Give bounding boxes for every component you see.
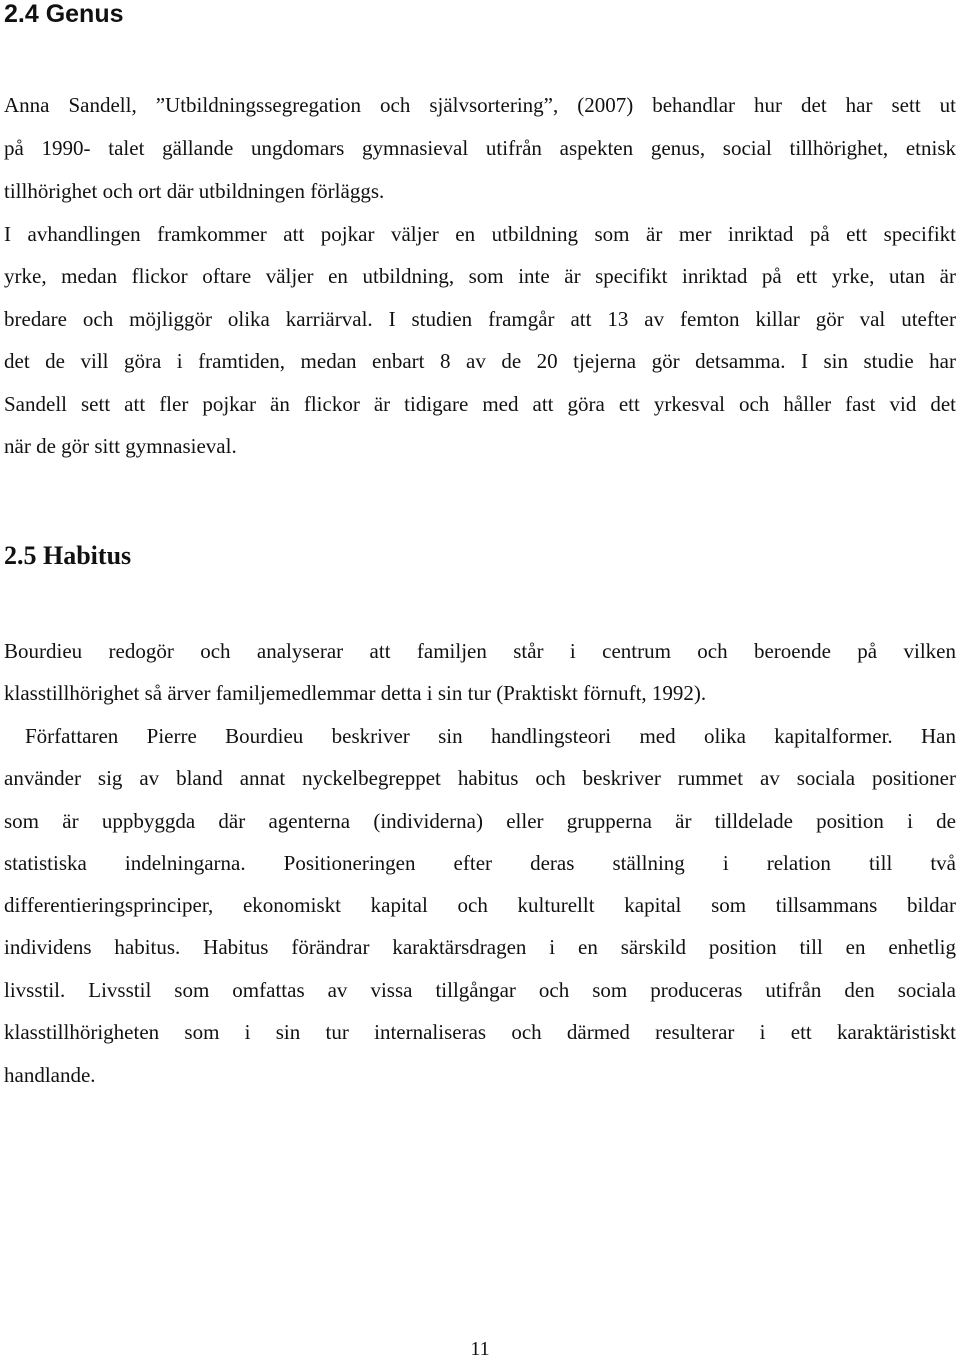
- text-line: klasstillhörigheten som i sin tur internaliseras och därmed resulterar i ett karaktäristiskt: [4, 1020, 956, 1044]
- text-line: tillhörighet och ort där utbildningen förläggs.: [4, 179, 385, 203]
- text-line: I avhandlingen framkommer att pojkar väljer en utbildning som är mer inriktad på ett specifikt: [4, 222, 956, 246]
- text-line: livsstil. Livsstil som omfattas av vissa tillgångar och som produceras utifrån den sociala: [4, 978, 956, 1002]
- text-line: Bourdieu redogör och analyserar att familjen står i centrum och beroende på vilken: [4, 639, 956, 663]
- text-line: det de vill göra i framtiden, medan enbart 8 av de 20 tjejerna gör detsamma. I sin studie har: [4, 349, 956, 373]
- text-line: statistiska indelningarna. Positioneringen efter deras ställning i relation till två: [4, 851, 956, 875]
- text-line: Anna Sandell, ”Utbildningssegregation och självsortering”, (2007) behandlar hur det har sett ut: [4, 93, 956, 117]
- text-line: när de gör sitt gymnasieval.: [4, 434, 237, 458]
- section-heading-habitus: 2.5 Habitus: [4, 541, 132, 570]
- text-line: handlande.: [4, 1063, 96, 1087]
- text-line: Sandell sett att fler pojkar än flickor är tidigare med att göra ett yrkesval och håller fast vid det: [4, 392, 956, 416]
- text-line: som är uppbyggda där agenterna (individerna) eller grupperna är tilldelade position i de: [4, 809, 956, 833]
- page-number: 11: [470, 1338, 490, 1360]
- text-line: klasstillhörighet så ärver familjemedlemmar detta i sin tur (Praktiskt förnuft, 1992).: [4, 681, 707, 705]
- section-heading-genus: 2.4 Genus: [4, 0, 124, 28]
- text-line: på 1990- talet gällande ungdomars gymnasieval utifrån aspekten genus, social tillhörighet, etnisk: [4, 136, 956, 160]
- text-line: bredare och möjliggör olika karriärval. I studien framgår att 13 av femton killar gör val utefter: [4, 307, 956, 331]
- text-line: använder sig av bland annat nyckelbegreppet habitus och beskriver rummet av sociala positioner: [4, 766, 956, 790]
- text-line: Författaren Pierre Bourdieu beskriver sin handlingsteori med olika kapitalformer. Han: [25, 724, 956, 748]
- text-line: differentieringsprinciper, ekonomiskt kapital och kulturellt kapital som tillsammans bildar: [4, 893, 956, 917]
- text-line: yrke, medan flickor oftare väljer en utbildning, som inte är specifikt inriktad på ett yrke, utan är: [4, 264, 956, 288]
- text-line: individens habitus. Habitus förändrar karaktärsdragen i en särskild position till en enhetlig: [4, 935, 956, 959]
